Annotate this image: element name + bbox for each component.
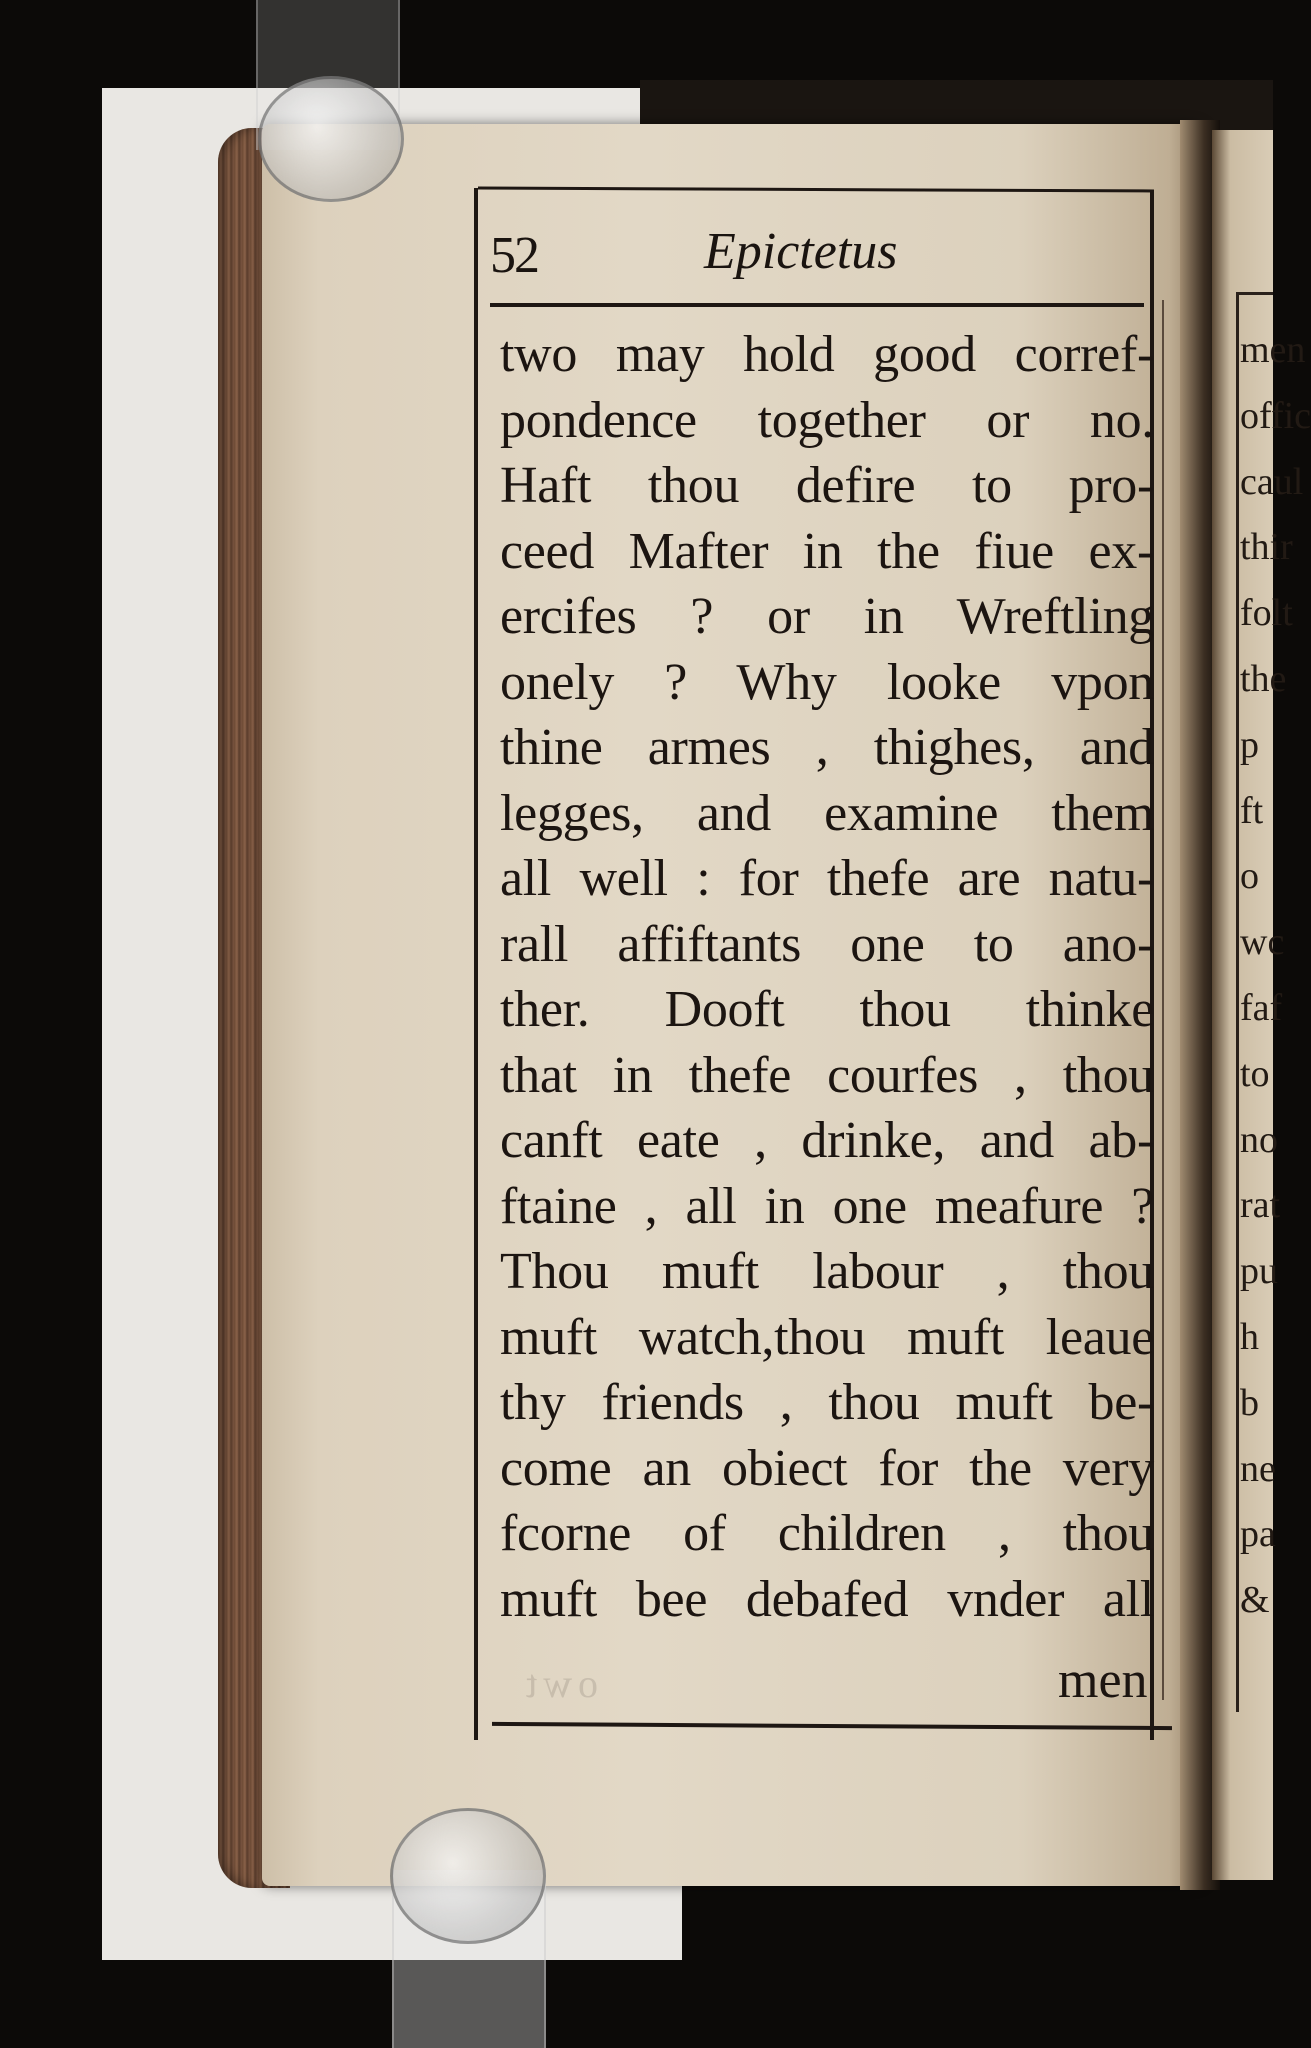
text-line: Haft thou defire to pro- bbox=[500, 457, 1154, 514]
running-head: Epictetus bbox=[704, 223, 898, 280]
text-line: all well : for thefe are natu- bbox=[500, 850, 1154, 907]
text-line: ercifes ? or in Wreftling bbox=[500, 588, 1154, 645]
facing-page-fragment: pa bbox=[1240, 1513, 1276, 1556]
text-line: thine armes , thighes, and bbox=[500, 719, 1154, 776]
text-line: Thou muft labour , thou bbox=[500, 1243, 1154, 1300]
facing-page-fragment: rat bbox=[1240, 1184, 1281, 1227]
facing-page-rule bbox=[1236, 292, 1273, 295]
text-line: ftaine , all in one meafure ? bbox=[500, 1177, 1154, 1235]
facing-page-fragment: no bbox=[1240, 1118, 1278, 1161]
header-rule bbox=[490, 303, 1144, 307]
facing-page-fragment: men bbox=[1240, 329, 1306, 371]
frame-left-rule bbox=[474, 188, 478, 1740]
page-text bbox=[500, 322, 1154, 1632]
facing-page-fragment: the bbox=[1240, 657, 1287, 700]
facing-page-fragment: faf bbox=[1240, 986, 1283, 1029]
facing-page-fragment: p bbox=[1240, 723, 1259, 766]
text-line: that in thefe courfes , thou bbox=[500, 1046, 1154, 1104]
text-line: ceed Mafter in the fiue ex- bbox=[500, 522, 1154, 580]
facing-page-fragment: pu bbox=[1240, 1250, 1278, 1293]
facing-page-fragments bbox=[1240, 318, 1311, 1634]
frame-inner-rule bbox=[1162, 300, 1164, 1700]
facing-page-fragment: ft bbox=[1240, 789, 1264, 832]
facing-page-fragment: thir bbox=[1240, 526, 1293, 569]
facing-page-fragment: & bbox=[1240, 1579, 1270, 1622]
page-number: 52 bbox=[490, 227, 538, 284]
text-line: legges, and examine them bbox=[500, 784, 1154, 842]
text-line: pondence together or no. bbox=[500, 391, 1154, 449]
text-line: two may hold good corref- bbox=[500, 326, 1154, 383]
facing-page-frame bbox=[1236, 292, 1239, 1712]
facing-page-fragment: wc bbox=[1240, 921, 1285, 964]
facing-page-fragment: o bbox=[1240, 855, 1259, 898]
text-line: muft watch,thou muft leaue bbox=[500, 1308, 1154, 1366]
facing-page-fragment: h bbox=[1240, 1315, 1259, 1358]
facing-page-fragment: caul bbox=[1240, 460, 1304, 503]
facing-page-fragment: b bbox=[1240, 1381, 1259, 1424]
text-line: ther. Dooft thou thinke bbox=[500, 981, 1154, 1038]
clamp-disc-top bbox=[258, 76, 404, 202]
facing-page-fragment: to bbox=[1240, 1052, 1270, 1095]
text-line: fcorne of children , thou bbox=[500, 1505, 1154, 1562]
text-line: thy friends , thou muft be- bbox=[500, 1374, 1154, 1431]
show-through-texture: owt bbox=[520, 1661, 598, 1706]
text-line: onely ? Why looke vpon bbox=[500, 653, 1154, 711]
text-line: muft bee debafed vnder all bbox=[500, 1570, 1154, 1628]
text-line: rall affiftants one to ano- bbox=[500, 915, 1154, 973]
facing-page-fragment: ne bbox=[1240, 1447, 1276, 1490]
text-line: come an obiect for the very bbox=[500, 1439, 1154, 1497]
catchword: men bbox=[1058, 1652, 1148, 1709]
clamp-disc-bottom bbox=[390, 1808, 546, 1944]
facing-page-fragment: folt bbox=[1240, 592, 1293, 635]
facing-page-fragment: offic bbox=[1240, 394, 1311, 437]
text-line: canft eate , drinke, and ab- bbox=[500, 1112, 1154, 1169]
